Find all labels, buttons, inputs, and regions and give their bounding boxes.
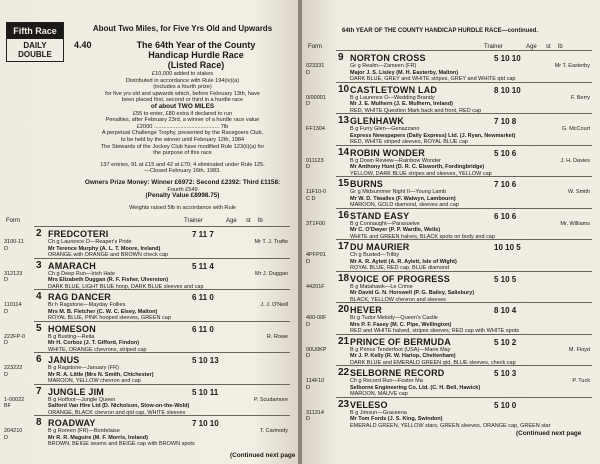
runner-owner-trainer: Express Newspapers (Daily Express) Ltd. (J. Ryan, Newmarket) [350,132,516,139]
runner-form [4,334,34,347]
runner-breeding: B g Busting—Reita [48,333,95,340]
runner-colours: DARK BLUE and EMERALD GREEN qtd, BLUE sleeves, check cap [350,359,516,366]
condition-line: —Closed February 16th, 1983. [144,168,221,175]
runner-name: CASTLETOWN LAD [350,84,438,95]
runner-form-figures: 311314 [306,409,324,416]
runner-form-figures: FF1304 [306,126,325,132]
runner-name: ROADWAY [48,418,96,428]
runner-age-weight: 5 10 6 [494,148,517,158]
runner-colours: BLACK, YELLOW chevron and sleeves [350,296,446,303]
runner-jockey: J. J. O'Neill [260,302,288,308]
entry-divider [34,352,290,353]
condition-line: the purpose of this race [153,150,212,157]
runner-number: 16 [338,209,350,221]
runner-name: AMARACH [48,260,96,271]
runner-number: 17 [338,241,350,252]
runner-form [306,378,336,391]
entry-divider [34,258,290,259]
runner-number: 20 [338,304,350,315]
continued-note: (Continued next page [230,452,296,459]
runner-form-figures: 44201F [306,283,325,290]
entry-divider [34,226,290,227]
runner-age-weight: 5 10 3 [494,369,517,378]
runner-form-figures: 222FP-0 [4,333,26,340]
runner-form-figures: 312123 [4,270,23,277]
runner-form-notes: D [306,164,310,170]
runner-owner-trainer: Mr J. P. Kelly (R. W. Harlop, Cheltenham) [350,353,456,359]
condition-line: (includes a fourth prize) [153,84,212,91]
runner-number: 7 [36,385,42,397]
condition-line: The Stewards of the Jockey Club have modified Rule 123(ii)(a) for [100,143,265,150]
runner-name: JUNGLE JIM [48,386,105,397]
condition-line: for five yrs old and upwards which, before February 13th, have [105,90,260,97]
condition-line: Owners Prize Money: Winner £6972: Second £2392: Third £1158: [84,178,281,186]
runner-form [4,239,34,252]
runner-form [306,63,336,76]
runner-number: 21 [338,335,350,347]
entry-divider [34,321,290,322]
runner-form-notes: C D [306,195,316,202]
runner-form-notes: D [4,245,8,252]
runner-form [306,189,336,202]
runner-breeding: Br g Tudor Melody—Queen's Castle [350,315,438,321]
runner-jockey: Mr J. Duggan [254,270,288,277]
runner-form-figures: 0/00001 [306,94,326,101]
runner-form-figures: 400-00F [306,315,327,321]
runner-form-notes: D [306,384,310,391]
left-page [0,0,298,464]
runner-owner-trainer: Mr C. O'Dwyer (P. P. Wardle, Wells) [350,227,441,233]
runner-form [306,252,336,265]
condition-line: been placed first, second or third in a hurdle race [121,97,244,104]
entry-divider [336,302,592,303]
runner-jockey: R. Rowe [266,333,288,340]
runner-form [4,428,34,441]
runner-colours: RED, WHITE striped sleeves, ROYAL BLUE cap [350,139,468,145]
runner-breeding: B g Prince Tenderfoot (USA)—Marie May [350,346,451,353]
condition-line: Penalties, after February 23rd, a winner of a hurdle race value [105,117,260,124]
runner-name: FREDCOTERI [48,229,109,239]
runner-age-weight: 8 10 10 [494,85,521,95]
column-age: Age [526,44,537,50]
runner-form [4,397,34,410]
runner-colours: MAROON, MAUVE cap [350,391,408,397]
runner-number: 10 [338,83,350,95]
runner-age-weight: 5 10 11 [192,387,219,397]
runner-entry [304,399,596,433]
runner-form [4,365,34,378]
runner-age-weight: 10 10 5 [494,243,521,252]
runner-form-figures: 00U0KP [306,346,327,353]
runner-form-figures: 011123 [306,157,324,164]
entry-divider [336,208,592,209]
runner-owner-trainer: Mr J. E. Mulhern (J. E. Mulhern, Ireland) [350,101,453,107]
runner-colours: RED and WHITE halved, stripes sleeves, RED cap with WHITE spots [350,328,520,334]
runner-number: 23 [338,398,350,410]
column-form: Form [308,44,322,50]
runner-name: STAND EASY [350,210,410,221]
entry-divider [336,50,592,51]
runner-form-notes: D [306,353,310,359]
continued-header: 64th YEAR OF THE COUNTY HANDICAP HURDLE RACE—continued. [342,28,539,34]
continued-note: (Continued next page [516,430,582,437]
runner-breeding: B g Connaught—Parasuelve [350,220,420,227]
entry-divider [34,384,290,385]
runner-number: 9 [338,52,344,63]
entry-divider [336,365,592,366]
entry-divider [336,82,592,83]
runner-breeding: B g Down Review—Rainbow Wonder [350,157,441,164]
runner-owner-trainer: Mr Terence Murphy (A. L. T. Moore, Ireland) [48,245,161,252]
runner-name: HOMESON [48,323,96,334]
runner-colours: MAROON, YELLOW chevron and cap [48,378,141,384]
runner-breeding: B g Laurence O—Wedding Brandy [350,94,435,101]
condition-line: £55 to enter, £80 extra if declared to run [132,110,233,117]
race-subtitle: About Two Miles, for Five Yrs Old and Upwards [92,24,273,33]
runner-age-weight: 7 10 6 [494,180,517,189]
race-box [6,22,64,62]
runner-jockey: Mr T. Easterby [554,63,590,69]
runner-age-weight: 7 10 8 [494,117,517,126]
runner-colours: MAROON, GOLD diamond, sleeves and cap [350,202,459,208]
runner-name: BURNS [350,179,384,189]
runner-age-weight: 5 10 2 [494,337,517,347]
column-form: Form [6,218,20,224]
runner-name: GLENHAWK [350,116,405,126]
runner-form-figures: 3100-11 [4,239,24,245]
runner-breeding: Ch g Busted—Trilby [350,252,400,258]
condition-line: 137 entries, 91 at £15 and 42 at £70; 4 eliminated under Rule 125. [100,161,265,168]
runner-name: DU MAURIER [350,242,410,252]
entry-divider [336,113,592,114]
runner-form-figures: 4PFP01 [306,252,326,258]
condition-line: Fourth £549 [167,186,198,193]
runner-owner-trainer: Mr R. R. Maguire (M. F. Morris, Ireland) [48,434,148,441]
runner-form-notes: D [4,308,8,315]
column-st: st [546,44,551,50]
condition-line: £10,000 added to stakes [151,71,214,77]
runner-breeding: B g Roreen (FR)—Bordelaise [48,428,120,434]
runner-form [306,284,336,291]
runner-form-figures: 110114 [4,302,22,308]
entry-divider [336,334,592,335]
race-number-label: Fifth Race [7,23,63,39]
runner-breeding: B g Matahawk—Le Crime [350,283,413,290]
runner-owner-trainer: Mr W. D. Tiwalles (F. Walwyn, Lambourn) [350,195,456,202]
runner-breeding: Ch g Record Run—Foster Ma [350,378,423,384]
runner-owner-trainer: Salford Van Hire Ltd (D. Nicholson, Stow-on-the-Wold) [48,403,190,409]
condition-line: Distributed in accordance with Rule 194(iv)(a) [125,77,240,84]
runner-name: NORTON CROSS [350,53,426,63]
runner-breeding: Br h Ragstone—Mayday Follies [48,302,126,308]
runner-colours: ORANGE with ORANGE and BROWN check cap [48,252,169,258]
runner-name: JANUS [48,355,80,365]
runner-name: RAG DANCER [48,292,112,302]
runner-form-notes: D [4,277,8,283]
runner-form-notes: D [4,371,8,378]
runner-form-notes: D [306,258,310,265]
runner-jockey: M. Floyd [568,346,590,353]
runner-age-weight: 7 11 7 [192,230,214,239]
runner-jockey: T. Carmody [259,428,288,434]
runner-owner-trainer: Mr A. R. Aylett (A. R. Aylett, Isle of Wight) [350,258,457,265]
runner-form-figures: 1-00022 [4,396,25,403]
runner-breeding: Gr g Midsummer Night II—Young Lamb [350,189,447,195]
race-title-line2: Handicap Hurdle Race [148,50,244,60]
runner-name: VELESO [350,399,388,410]
runner-breeding: B g Ragstone—January (FR) [48,365,119,371]
runner-age-weight: 5 10 5 [494,274,517,284]
runner-form [4,271,34,284]
runner-form-notes: D [4,434,8,441]
column-age: Age [226,218,237,224]
column-trainer: Trainer [184,218,203,224]
runner-form [306,315,336,328]
runner-age-weight: 5 10 10 [494,54,521,63]
runner-form-figures: 204210 [4,428,23,434]
runner-jockey: J. H. Davies [560,157,590,164]
condition-line: Weights raised 5lb in accordance with Rule [129,204,236,211]
runner-colours: RED, WHITE Question Mark back and front, RED cap [350,107,482,114]
runner-breeding: Ch g Deep Run—Irish Hate [48,270,115,277]
entry-divider [34,289,290,290]
runner-form-figures: 114F10 [306,378,325,384]
runner-number: 8 [36,417,42,428]
right-page [302,0,600,464]
runner-number: 6 [36,354,42,365]
runner-age-weight: 5 10 0 [494,400,517,410]
condition-line: £2000 .......................................... 7lb [136,123,229,130]
runner-colours: WHITE and GREEN halves, BLACK spots on body and cap [350,233,495,240]
runner-owner-trainer: Mrs M. B. Fletcher (C. W. C. Elsey, Malton) [48,308,158,315]
runner-form-figures: 11F10-0 [306,189,327,195]
runner-name: HEVER [350,305,383,315]
runner-form [306,347,336,360]
double-label: DOUBLE [18,50,52,59]
runner-number: 18 [338,272,350,284]
runner-owner-trainer: Selborne Engineering Co. Ltd. (C. H. Bell, Hawick) [350,384,481,391]
runner-owner-trainer: Mrs P. F. Fasey (M. C. Pipe, Wellington) [350,321,452,328]
runner-colours: DARK BLUE, LIGHT BLUE hoop, DARK BLUE sleeves and cap [48,283,204,290]
runner-owner-trainer: Mr R. A. Little (Mrs N. Smith, Chichester) [48,371,154,378]
runner-form-figures: 223222 [4,365,23,371]
column-lb: lb [558,44,563,50]
runner-owner-trainer: Mr Anthony Hunt (D. R. C. Elsworth, Fordingbridge) [350,164,485,170]
runner-number: 3 [36,259,42,271]
runner-jockey: P. Tuck [572,378,590,384]
runner-form-notes: D [306,416,310,422]
runner-colours: WHITE, ORANGE chevrons, striped cap [48,346,147,353]
runner-jockey: P. Scudamore [253,396,288,403]
runner-colours: ROYAL BLUE, RED cap, BLUE diamond [350,265,450,271]
runner-number: 13 [338,115,350,126]
daily-label: DAILY [23,41,47,50]
column-lb: lb [258,218,263,224]
runner-jockey: Mr T. J. Trafte [254,239,288,245]
runner-number: 2 [36,228,42,239]
runner-form-notes: D [4,340,8,346]
runner-number: 4 [36,291,42,302]
runner-name: SELBORNE RECORD [350,368,445,378]
runner-form [306,158,336,171]
runner-number: 15 [338,178,350,189]
runner-form-figures: 023331 [306,63,325,69]
entry-divider [336,176,592,177]
runner-form-figures: 3T1F00 [306,220,325,227]
race-title [96,40,296,70]
runner-age-weight: 6 11 0 [192,293,214,302]
runner-number: 22 [338,367,350,378]
column-trainer: Trainer [484,44,503,50]
runner-name: ROBIN WONDER [350,147,425,158]
runner-form [306,95,336,108]
entry-divider [336,239,592,240]
runner-owner-trainer: Major J. S. Lisley (M. H. Easterby, Malton) [350,69,459,76]
runner-breeding: Gr g Realm—Zameen (FR) [350,63,417,69]
race-conditions [70,71,295,211]
runner-name: PRINCE OF BERMUDA [350,336,451,347]
runner-colours: EMERALD GREEN, YELLOW stars, GREEN sleeves, ORANGE cap, GREEN star [350,422,551,429]
runner-age-weight: 8 10 4 [494,306,517,315]
race-title-line3: (Listed Race) [167,60,225,70]
runner-breeding: Ch g Laurence O—Reaper's Pride [48,239,132,245]
runner-colours: ROYAL BLUE, PINK hooped sleeves, GREEN cap [48,315,171,321]
runner-form [306,126,336,133]
runner-jockey: Mr. Williams [560,220,590,227]
runner-number: 14 [338,146,350,158]
condition-line: to be held by the winner until February 12th, 1984 [120,136,245,143]
runner-name: VOICE OF PROGRESS [350,273,450,284]
runner-form-notes: D [306,69,310,76]
runner-owner-trainer: Mrs Elizabeth Duggan (R. F. Fisher, Ulverston) [48,277,169,283]
runner-colours: ORANGE, BLACK chevron and qtd cap, WHITE sleeves [48,409,186,416]
runner-form-notes: D [306,321,310,328]
runner-breeding: B g Furry Glen—Genazzano [350,126,420,132]
runner-owner-trainer: Mr David G. N. Horswell (P. G. Bailey, Salisbury) [350,290,475,296]
condition-line: A perpetual Challenge Trophy, presented by the Racegoers Club, [101,130,264,137]
runner-form-notes: BF [4,403,12,409]
runner-age-weight: 5 11 4 [192,261,214,271]
entry-divider [336,145,592,146]
runner-form [306,410,336,423]
entry-divider [34,415,290,416]
runner-form [4,302,34,315]
daily-double-label [7,39,63,61]
race-title-line1: The 64th Year of the County [136,40,256,50]
runner-form-notes: D [306,101,310,107]
runner-owner-trainer: Mr H. Corboz (J. T. Gifford, Findon) [48,340,140,346]
runner-entry [2,417,294,451]
runner-colours: YELLOW, DARK BLUE stripes and sleeves, YELLOW cap [350,170,492,177]
runner-colours: DARK BLUE, GREY and WHITE stripes, GREY and WHITE qtd cap [350,76,516,82]
runner-jockey: F. Berry [571,94,590,101]
runner-age-weight: 6 10 6 [494,211,517,221]
runner-form [306,221,336,228]
runner-number: 5 [36,322,42,334]
runner-breeding: B g Jimsun—Graceena [350,409,407,416]
race-time: 4.40 [74,40,92,50]
entry-divider [336,271,592,272]
runner-breeding: B g Hotfoot—Jungle Queen [48,396,116,403]
column-st: st [246,218,251,224]
runner-age-weight: 7 10 10 [192,419,219,428]
runner-jockey: W. Smith [567,189,590,195]
runner-age-weight: 5 10 13 [192,356,219,365]
runner-owner-trainer: Mr Tom Fords (J. S. King, Swindon) [350,416,443,422]
entry-divider [336,397,592,398]
condition-line: of about TWO MILES [150,102,215,110]
condition-line: (Penalty Value £8998.75) [145,192,220,200]
runner-age-weight: 6 11 0 [192,324,214,334]
runner-colours: BROWN, BEIGE seams and BEIGE cap with BROWN spots [48,441,195,447]
runner-jockey: G. McCourt [561,126,590,132]
